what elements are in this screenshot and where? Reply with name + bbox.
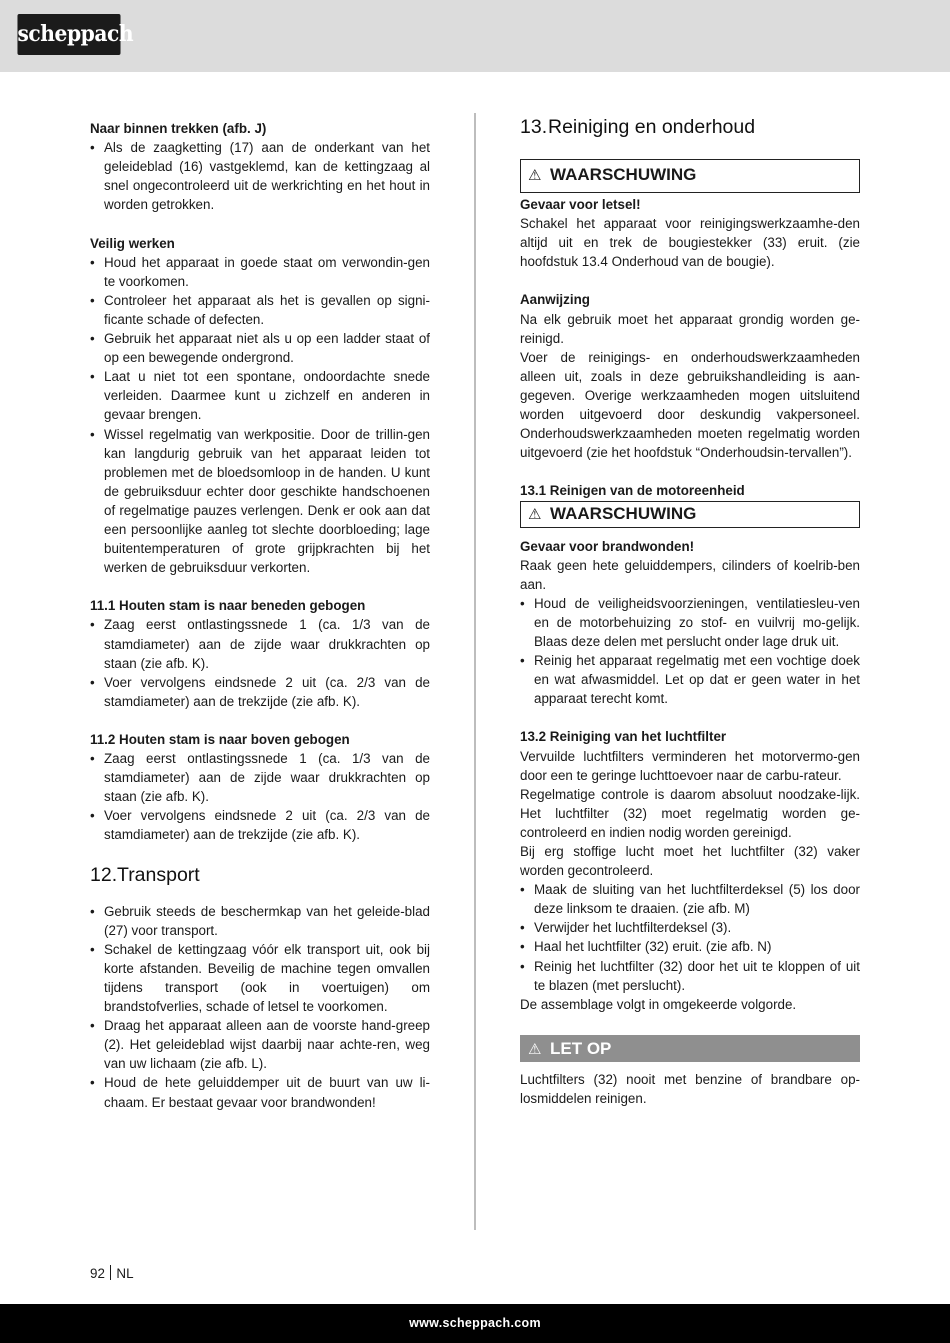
list-naar-binnen xyxy=(90,138,430,214)
warning-label: WAARSCHUWING xyxy=(550,503,697,523)
footer-bar xyxy=(0,1304,950,1343)
brand-logo: scheppach xyxy=(17,14,120,55)
warning-triangle-icon: ⚠ xyxy=(528,167,542,184)
list-13-1 xyxy=(520,594,860,709)
subheading-13-2: 13.2 Reiniging van het luchtfilter xyxy=(520,729,727,745)
list-item: • Voer vervolgens eindsnede 2 uit (ca. 2/3 van de stamdiameter) aan de trekzijde (zie afb. K). xyxy=(90,806,430,844)
list-transport xyxy=(90,902,430,1112)
warning-label: WAARSCHUWING xyxy=(550,165,697,184)
subheading-aanwijzing: Aanwijzing xyxy=(520,292,590,308)
list-item: • Houd de veiligheidsvoorzieningen, ventilatiesleu-ven en de motorbehuizing zo stof- en vuilvrij mo-gelijk. Blaas deze delen met perslucht onder lage druk uit. xyxy=(520,594,860,651)
list-11-1 xyxy=(90,615,430,710)
language-code: NL xyxy=(116,1266,134,1281)
list-item: • Maak de sluiting van het luchtfilterdeksel (5) los door deze linksom te draaien. (zie afb. M) xyxy=(520,880,860,918)
warning-box-letsel xyxy=(520,159,860,193)
list-item: • Voer vervolgens eindsnede 2 uit (ca. 2/3 van de stamdiameter) aan de trekzijde (zie afb. K). xyxy=(90,673,430,711)
list-item: • Als de zaagketting (17) aan de onderkant van het geleideblad (16) vastgeklemd, kan de kettingzaag al snel ongecontroleerd uit de werkrichting en het hout in worden getrokken. xyxy=(90,138,430,214)
list-item: • Haal het luchtfilter (32) eruit. (zie afb. N) xyxy=(520,937,860,956)
list-item: • Houd het apparaat in goede staat om verwondin-gen te voorkomen. xyxy=(90,253,430,291)
paragraph: Vervuilde luchtfilters verminderen het motorvermo-gen door een te geringe luchttoevoer naar de carbu-rateur. xyxy=(520,748,860,783)
list-item: • Gebruik het apparaat niet als u op een ladder staat of op een bewegende ondergrond. xyxy=(90,329,430,367)
paragraph: Voer de reinigings- en onderhoudswerkzaamheden alleen uit, zoals in deze gebruikshandleiding is aan-gegeven. Overige werkzaamheden mogen uitsluitend worden uitgevoerd door deskundig vakpersoneel. Onderhoudswerkzaamheden moeten regelmatig worden uitgevoerd (zie het hoofdstuk “Onderhoudsin-tervallen”). xyxy=(520,349,860,461)
list-13-2 xyxy=(520,880,860,995)
list-veilig-werken xyxy=(90,253,430,578)
subheading-11-2: 11.2 Houten stam is naar boven gebogen xyxy=(90,732,350,747)
list-item: • Schakel de kettingzaag vóór elk transport uit, ook bij korte afstanden. Beveilig de machine tegen omvallen tijdens transport (ook in voertuigen) om brandstofverlies, schade of letsel te voorkomen. xyxy=(90,940,430,1016)
warning-box-brandwonden xyxy=(520,501,860,528)
warning-title-brandwonden: Gevaar voor brandwonden! xyxy=(520,538,695,554)
section-number: 13. xyxy=(520,116,548,138)
subheading-11-1: 11.1 Houten stam is naar beneden gebogen xyxy=(90,598,366,614)
note-text: Luchtfilters (32) nooit met benzine of brandbare op-losmiddelen reinigen. xyxy=(520,1071,860,1106)
warning-triangle-icon: ⚠ xyxy=(528,1040,542,1058)
paragraph: Na elk gebruik moet het apparaat grondig worden ge-reinigd. xyxy=(520,311,860,346)
list-item: • Laat u niet tot een spontane, ondoordachte snede verleiden. Daarmee kunt u zichzelf en anderen in gevaar brengen. xyxy=(90,367,430,424)
page-number xyxy=(90,1264,134,1283)
paragraph: Regelmatige controle is daarom absoluut noodzake-lijk. Het luchtfilter (32) moet regelmatig worden ge-controleerd en indien nodig worden gereinigd. xyxy=(520,786,860,840)
right-column xyxy=(520,114,860,1108)
subheading-veilig-werken: Veilig werken xyxy=(90,235,175,251)
list-item: • Houd de hete geluiddemper uit de buurt van uw li-chaam. Er bestaat gevaar voor brandwonden! xyxy=(90,1073,430,1111)
section-number: 12. xyxy=(90,863,118,886)
section-heading-transport xyxy=(90,862,430,888)
list-item: • Reinig het luchtfilter (32) door het uit te kloppen of uit te blazen (met perslucht). xyxy=(520,957,860,995)
note-box-let-op xyxy=(520,1035,860,1062)
note-label: LET OP xyxy=(550,1038,612,1058)
warning-text-brandwonden: Raak geen hete geluiddempers, cilinders of koelrib-ben aan. xyxy=(520,557,860,592)
paragraph: Bij erg stoffige lucht moet het luchtfilter (32) vaker worden gecontroleerd. xyxy=(520,844,860,879)
column-divider xyxy=(474,113,476,1230)
warning-title-letsel: Gevaar voor letsel! xyxy=(520,197,641,212)
left-column xyxy=(90,119,430,1112)
subheading-13-1: 13.1 Reinigen van de motoreenheid xyxy=(520,483,745,499)
list-item: • Gebruik steeds de beschermkap van het geleide-blad (27) voor transport. xyxy=(90,902,430,940)
section-title: Transport xyxy=(117,863,200,886)
list-item: • Draag het apparaat alleen aan de voorste hand-greep (2). Het geleideblad wijst daarbij naar achte-ren, weg van uw lichaam (zie afb. L). xyxy=(90,1016,430,1073)
header-bar xyxy=(0,0,950,72)
section-heading-reiniging xyxy=(520,114,860,140)
list-item: • Reinig het apparaat regelmatig met een vochtige doek en wat afwasmiddel. Let op dat er geen water in het apparaat terecht komt. xyxy=(520,651,860,708)
list-item: • Zaag eerst ontlastingssnede 1 (ca. 1/3 van de stamdiameter) aan de zijde waar drukkrachten op staan (zie afb. K). xyxy=(90,615,430,672)
website-url: www.scheppach.com xyxy=(409,1316,541,1330)
warning-triangle-icon: ⚠ xyxy=(528,505,542,523)
paragraph: De assemblage volgt in omgekeerde volgorde. xyxy=(520,996,797,1012)
section-title: Reiniging en onderhoud xyxy=(548,116,756,138)
list-item: • Controleer het apparaat als het is gevallen op signi-ficante schade of defecten. xyxy=(90,291,430,329)
subheading-naar-binnen: Naar binnen trekken (afb. J) xyxy=(90,121,267,136)
page-number-value: 92 xyxy=(90,1266,105,1281)
warning-text-letsel: Schakel het apparaat voor reinigingswerkzaamhe-den altijd uit en trek de bougiestekker (33) eruit. (zie hoofdstuk 13.4 Onderhoud van de bougie). xyxy=(520,216,860,270)
list-item: • Wissel regelmatig van werkpositie. Door de trillin-gen kan langdurig gebruik van het apparaat leiden tot problemen met de bloedsomloop in de handen. U kunt de gebruiksduur echter door geschikte handschoenen of regelmatige pauzes verlengen. Denk er ook aan dat een persoonlijke aanleg tot slechte doorbloeding; lage buitentemperaturen of grote grijpkrachten bij het werken de gebruiksduur verkorten. xyxy=(90,425,430,578)
page-separator xyxy=(110,1265,112,1280)
list-item: • Verwijder het luchtfilterdeksel (3). xyxy=(520,918,860,937)
list-item: • Zaag eerst ontlastingssnede 1 (ca. 1/3 van de stamdiameter) aan de zijde waar drukkrachten op staan (zie afb. K). xyxy=(90,749,430,806)
list-11-2 xyxy=(90,749,430,844)
